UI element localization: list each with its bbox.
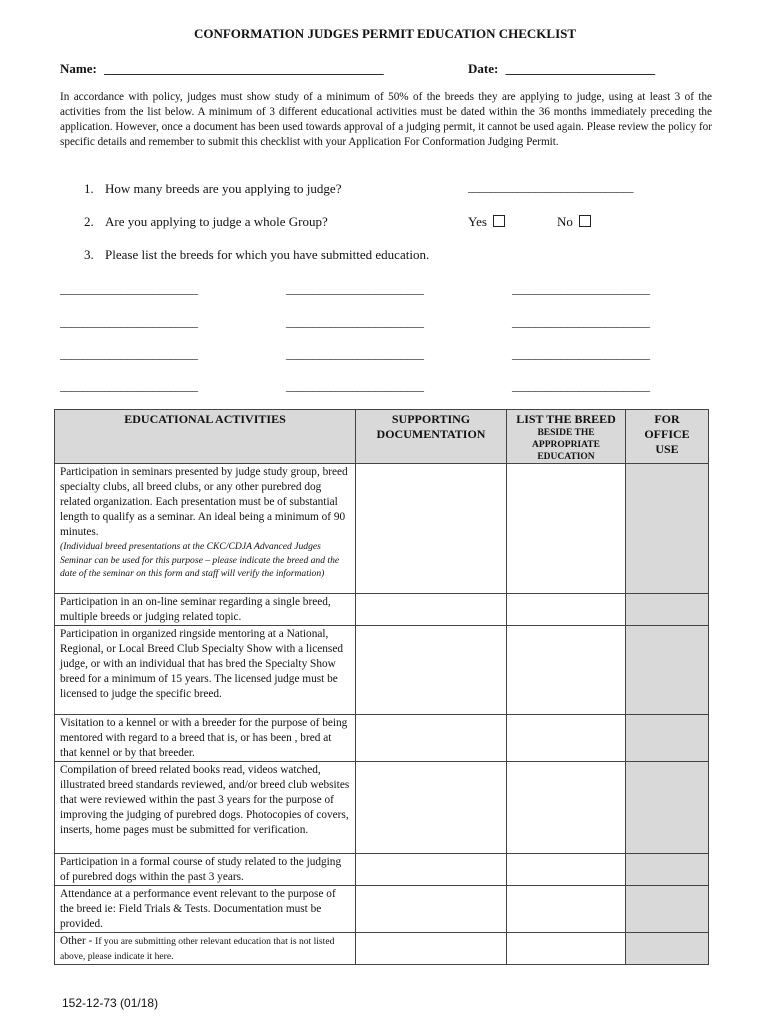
activity-cell	[55, 464, 356, 594]
activity-text: Other -	[60, 935, 96, 947]
header-list-line-4: EDUCATION	[537, 452, 595, 462]
supporting-documentation-cell[interactable]	[356, 626, 507, 715]
breed-blank[interactable]: _________________________	[512, 282, 650, 296]
question-3	[84, 247, 429, 263]
date-label: Date:	[468, 61, 499, 76]
header-office-line-1: FOR	[654, 412, 680, 426]
form-number: 152-12-73 (01/18)	[62, 996, 159, 1010]
breed-list-cell[interactable]	[507, 762, 626, 854]
breed-blank[interactable]: _________________________	[60, 282, 198, 296]
activity-cell: Visitation to a kennel or with a breeder for the purpose of being mentored with regard to a breed that is, or has been , bred at that kennel or by that breeder.	[55, 715, 356, 762]
breed-blank[interactable]: _________________________	[286, 379, 424, 393]
breed-list-cell[interactable]	[507, 886, 626, 933]
header-list-the-breed	[507, 410, 626, 464]
education-activities-table	[54, 409, 709, 965]
header-supporting-line-1: SUPPORTING	[391, 412, 471, 426]
office-use-cell	[626, 464, 709, 594]
supporting-documentation-cell[interactable]	[356, 854, 507, 886]
breed-blank[interactable]: _________________________	[60, 347, 198, 361]
table-row	[55, 626, 709, 715]
header-supporting-documentation	[356, 410, 507, 464]
header-list-line-1: LIST THE BREED	[516, 412, 616, 426]
header-list-line-3: APPROPRIATE	[532, 440, 600, 450]
breed-blank[interactable]: _________________________	[60, 379, 198, 393]
activity-cell: Participation in organized ringside mentoring at a National, Regional, or Local Breed Club Specialty Show with a licensed judge, or with an individual that has bred the Specialty Show breed for a minimum of 15 years. The licensed judge must be licensed to judge the specific breed.	[55, 626, 356, 715]
question-2-text: Are you applying to judge a whole Group?	[105, 214, 328, 229]
breed-list-cell[interactable]	[507, 626, 626, 715]
activity-note: If you are submitting other relevant education that is not listed above, please indicate it here.	[60, 936, 335, 962]
supporting-documentation-cell[interactable]	[356, 464, 507, 594]
office-use-cell	[626, 715, 709, 762]
no-option[interactable]	[557, 214, 591, 230]
yes-checkbox[interactable]	[493, 215, 505, 227]
yes-option[interactable]	[468, 214, 505, 230]
office-use-cell	[626, 626, 709, 715]
name-field[interactable]	[60, 61, 384, 77]
activity-cell: Compilation of breed related books read, videos watched, illustrated breed standards reviewed, and/or breed club websites that were reviewed within the past 3 years for the purpose of improving the judging of purebred dogs. Photocopies of covers, inserts, home pages must be submitted for verification.	[55, 762, 356, 854]
table-row	[55, 762, 709, 854]
name-blank[interactable]: ___________________________________________	[104, 61, 384, 76]
header-for-office-use	[626, 410, 709, 464]
breed-list-cell[interactable]	[507, 715, 626, 762]
question-2	[84, 214, 328, 230]
intro-paragraph: In accordance with policy, judges must show study of a minimum of 50% of the breeds they are applying to judge, using at least 3 of the activities from the list below. A minimum of 3 different educational activities must be dated within the 36 months immediately preceding the application. However, once a document has been used towards approval of a judging permit, it cannot be used again. Please review the policy for specific details and remember to submit this checklist with your Application For Conformation Judging Permit.	[60, 91, 712, 148]
activity-note: (Individual breed presentations at the CKC/CDJA Advanced Judges Seminar can be used for this purpose – please indicate the breed and the date of the seminar on this form and staff will verify the information)	[60, 541, 340, 579]
office-use-cell	[626, 933, 709, 965]
table-row	[55, 933, 709, 965]
breed-list-cell[interactable]	[507, 933, 626, 965]
supporting-documentation-cell[interactable]	[356, 594, 507, 626]
breed-count-blank[interactable]: ______________________________	[468, 180, 633, 194]
header-list-line-2: BESIDE THE	[537, 428, 595, 438]
activity-text: Participation in seminars presented by judge study group, breed specialty clubs, all breed clubs, or any other purebred dog related organization. Each presentation must be of substantial length to qualify as a seminar. An ideal being a minimum of 90 minutes.	[60, 466, 348, 538]
table-row	[55, 854, 709, 886]
breed-blank[interactable]: _________________________	[512, 379, 650, 393]
supporting-documentation-cell[interactable]	[356, 886, 507, 933]
office-use-cell	[626, 594, 709, 626]
question-3-number: 3.	[84, 247, 94, 262]
question-1-number: 1.	[84, 181, 94, 196]
question-3-text: Please list the breeds for which you have submitted education.	[105, 247, 430, 262]
table-row	[55, 886, 709, 933]
header-supporting-line-2: DOCUMENTATION	[376, 427, 486, 441]
activity-cell: Attendance at a performance event relevant to the purpose of the breed ie: Field Trials & Tests. Documentation must be provided.	[55, 886, 356, 933]
breed-blank[interactable]: _________________________	[512, 347, 650, 361]
question-1	[84, 181, 341, 197]
header-office-line-3: USE	[655, 442, 679, 456]
header-educational-activities: EDUCATIONAL ACTIVITIES	[55, 410, 356, 464]
breed-blank[interactable]: _________________________	[286, 315, 424, 329]
no-checkbox[interactable]	[579, 215, 591, 227]
supporting-documentation-cell[interactable]	[356, 762, 507, 854]
breed-list-cell[interactable]	[507, 464, 626, 594]
breed-blank[interactable]: _________________________	[286, 347, 424, 361]
form-title: CONFORMATION JUDGES PERMIT EDUCATION CHECKLIST	[193, 26, 577, 41]
date-field[interactable]	[468, 61, 655, 77]
no-label: No	[557, 214, 573, 229]
table-row	[55, 594, 709, 626]
date-blank[interactable]: _______________________	[505, 61, 656, 76]
supporting-documentation-cell[interactable]	[356, 715, 507, 762]
question-1-text: How many breeds are you applying to judge?	[105, 181, 342, 196]
office-use-cell	[626, 854, 709, 886]
activity-cell: Participation in a formal course of study related to the judging of purebred dogs within the past 3 years.	[55, 854, 356, 886]
breed-list-cell[interactable]	[507, 594, 626, 626]
office-use-cell	[626, 886, 709, 933]
table-header-row	[55, 410, 709, 464]
breed-blank[interactable]: _________________________	[286, 282, 424, 296]
breed-list-cell[interactable]	[507, 854, 626, 886]
question-2-number: 2.	[84, 214, 94, 229]
breed-blank[interactable]: _________________________	[512, 315, 650, 329]
yes-label: Yes	[468, 214, 487, 229]
office-use-cell	[626, 762, 709, 854]
name-label: Name:	[60, 61, 97, 76]
supporting-documentation-cell[interactable]	[356, 933, 507, 965]
activity-cell: Participation in an on-line seminar regarding a single breed, multiple breeds or judging related topic.	[55, 594, 356, 626]
table-row	[55, 715, 709, 762]
activity-cell	[55, 933, 356, 965]
breed-blank[interactable]: _________________________	[60, 315, 198, 329]
header-office-line-2: OFFICE	[644, 427, 690, 441]
table-row	[55, 464, 709, 594]
